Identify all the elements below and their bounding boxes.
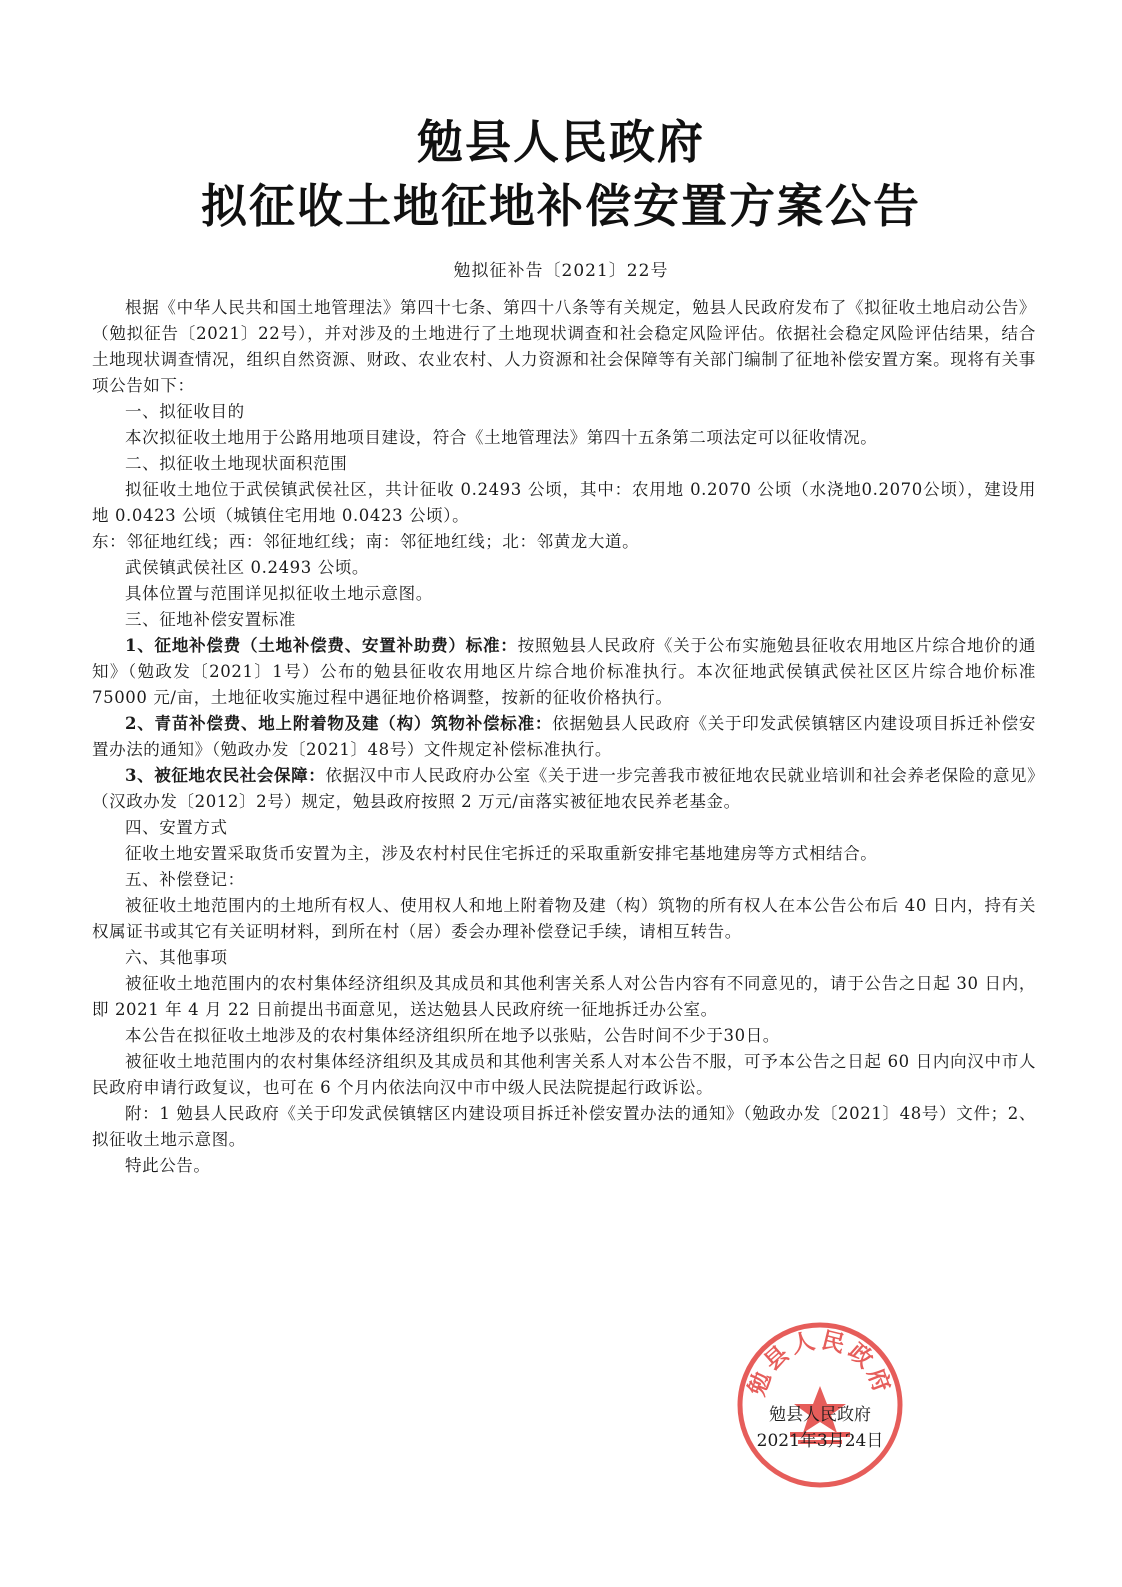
section-6-text-1: 被征收土地范围内的农村集体经济组织及其成员和其他利害关系人对公告内容有不同意见的，请于公告之日起 30 日内，即 2021 年 4 月 22 日前提出书面意见，送达勉县人民政府统一征地拆迁办公室。 — [92, 974, 1036, 1019]
section-1-text: 本次拟征收土地用于公路用地项目建设，符合《土地管理法》第四十五条第二项法定可以征收情况。 — [125, 428, 878, 447]
section-3-item-3 — [92, 763, 1036, 815]
section-2-text-1: 拟征收土地位于武侯镇武侯社区，共计征收 0.2493 公顷，其中：农用地 0.2070 公顷（水浇地0.2070公顷），建设用地 0.0423 公顷（城镇住宅用地 0.0423 公顷）。 — [92, 480, 1036, 525]
section-2-heading: 二、拟征收土地现状面积范围 — [125, 454, 348, 473]
document-number: 勉拟征补告〔2021〕22号 — [453, 261, 669, 281]
section-4-heading: 四、安置方式 — [125, 818, 228, 837]
section-2-text-2: 东：邻征地红线；西：邻征地红线；南：邻征地红线；北：邻黄龙大道。 — [92, 532, 640, 551]
section-3-item-1 — [92, 633, 1036, 711]
section-2-text-4: 具体位置与范围详见拟征收土地示意图。 — [125, 584, 433, 603]
seal-text: 勉县人民政府 — [744, 1327, 896, 1400]
title-line-1: 勉县人民政府 — [417, 115, 705, 169]
closing-text: 特此公告。 — [125, 1156, 211, 1175]
signature-org: 勉县人民政府 — [769, 1405, 871, 1425]
section-5-text: 被征收土地范围内的土地所有权人、使用权人和地上附着物及建（构）筑物的所有权人在本公告公布后 40 日内，持有关权属证书或其它有关证明材料，到所在村（居）委会办理补偿登记手续，请相互转告。 — [92, 896, 1036, 941]
section-3-item-1-text: 按照勉县人民政府《关于公布实施勉县征收农用地区片综合地价的通知》（勉政发〔2021〕1号）公布的勉县征收农用地区片综合地价标准执行。本次征地武侯镇武侯社区区片综合地价标准 75000 元/亩，土地征收实施过程中遇征地价格调整，按新的征收价格执行。 — [92, 636, 1037, 707]
section-6-text-3: 被征收土地范围内的农村集体经济组织及其成员和其他利害关系人对本公告不服，可予本公告之日起 60 日内向汉中市人民政府申请行政复议，也可在 6 个月内依法向汉中市中级人民法院提起行政诉讼。 — [92, 1052, 1036, 1097]
document-body — [92, 295, 1036, 1179]
section-3-item-3-title: 3、被征地农民社会保障： — [125, 766, 326, 785]
title-line-2: 拟征收土地征地补偿安置方案公告 — [201, 179, 921, 233]
attachments: 附：1 勉县人民政府《关于印发武侯镇辖区内建设项目拆迁补偿安置办法的通知》（勉政办发〔2021〕48号）文件；2、拟征收土地示意图。 — [92, 1104, 1036, 1149]
signature-date: 2021年3月24日 — [756, 1431, 884, 1451]
intro-paragraph: 根据《中华人民共和国土地管理法》第四十七条、第四十八条等有关规定，勉县人民政府发布了《拟征收土地启动公告》（勉拟征告〔2021〕22号），并对涉及的土地进行了土地现状调查和社会稳定风险评估。依据社会稳定风险评估结果，结合土地现状调查情况，组织自然资源、财政、农业农村、人力资源和社会保障等有关部门编制了征地补偿安置方案。现将有关事项公告如下： — [92, 298, 1036, 395]
section-3-item-2 — [92, 711, 1036, 763]
section-2-text-3: 武侯镇武侯社区 0.2493 公顷。 — [125, 558, 370, 577]
section-3-item-1-title: 1、征地补偿费（土地补偿费、安置补助费）标准： — [125, 636, 518, 655]
section-6-text-2: 本公告在拟征收土地涉及的农村集体经济组织所在地予以张贴，公告时间不少于30日。 — [125, 1026, 780, 1045]
section-3-item-2-title: 2、青苗补偿费、地上附着物及建（构）筑物补偿标准： — [125, 714, 553, 733]
section-5-heading: 五、补偿登记： — [125, 870, 245, 889]
section-6-heading: 六、其他事项 — [125, 948, 228, 967]
section-4-text: 征收土地安置采取货币安置为主，涉及农村村民住宅拆迁的采取重新安排宅基地建房等方式相结合。 — [125, 844, 878, 863]
section-3-item-2-text: 依据勉县人民政府《关于印发武侯镇辖区内建设项目拆迁补偿安置办法的通知》（勉政办发〔2021〕48号）文件规定补偿标准执行。 — [92, 714, 1036, 759]
section-3-heading: 三、征地补偿安置标准 — [125, 610, 296, 629]
section-1-heading: 一、拟征收目的 — [125, 402, 245, 421]
signature-block — [720, 1402, 920, 1454]
section-3-item-3-text: 依据汉中市人民政府办公室《关于进一步完善我市被征地农民就业培训和社会养老保险的意见》（汉政办发〔2012〕2号）规定，勉县政府按照 2 万元/亩落实被征地农民养老基金。 — [92, 766, 1037, 811]
